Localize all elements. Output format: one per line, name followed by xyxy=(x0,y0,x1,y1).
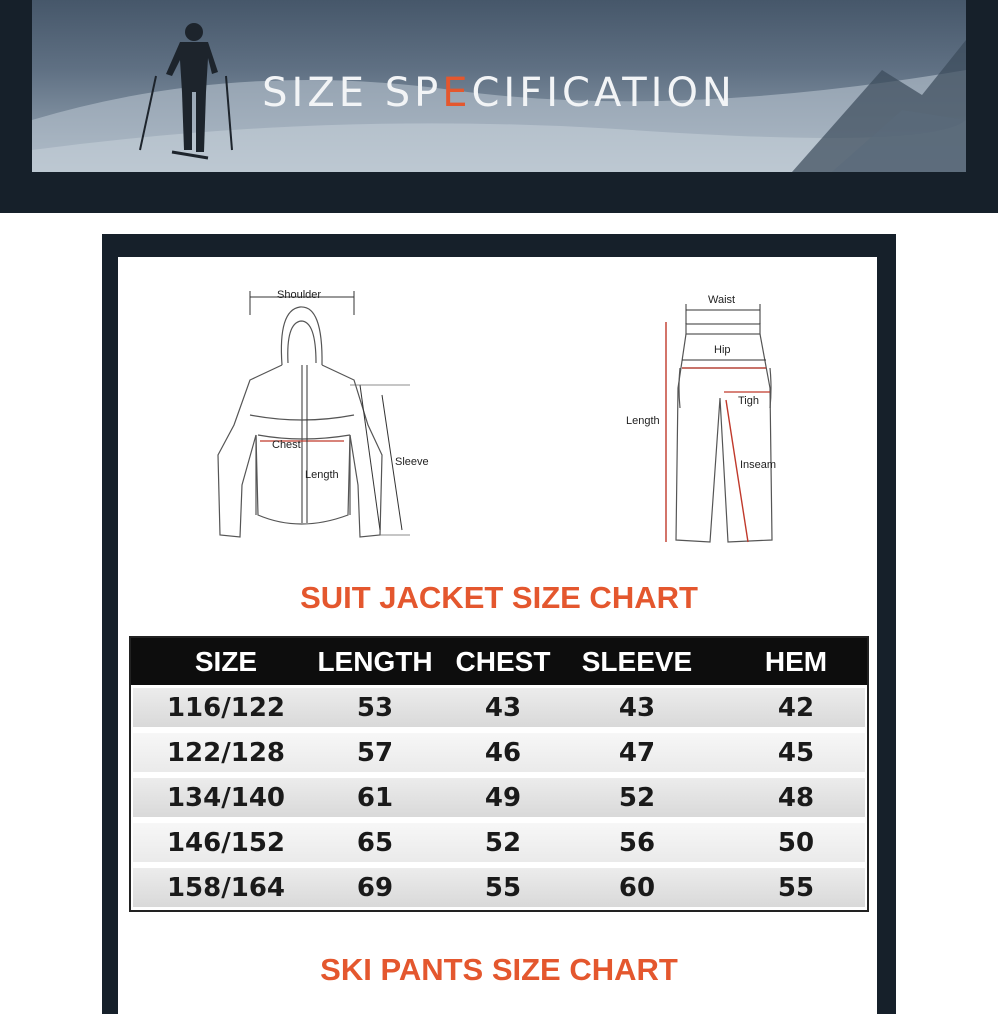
jacket-chart-title: SUIT JACKET SIZE CHART xyxy=(300,580,698,615)
cell-chest: 46 xyxy=(484,738,522,768)
cell-hem: 50 xyxy=(777,828,815,858)
cell-hem: 55 xyxy=(777,873,815,903)
jacket-diagram xyxy=(210,285,440,545)
shoulder-label: Shoulder xyxy=(277,289,322,301)
cell-size: 116/122 xyxy=(166,693,286,723)
banner-title xyxy=(0,70,998,116)
header-sleeve: SLEEVE xyxy=(581,646,693,677)
table-row xyxy=(131,865,867,910)
cell-sleeve: 60 xyxy=(618,873,656,903)
banner-title-end: CIFICATION xyxy=(471,70,736,116)
table-row xyxy=(131,820,867,865)
table-row xyxy=(131,685,867,730)
cell-hem: 45 xyxy=(777,738,815,768)
inseam-label: Inseam xyxy=(740,459,777,471)
banner-title-accent: E xyxy=(442,70,472,116)
cell-chest: 43 xyxy=(484,693,522,723)
cell-hem: 42 xyxy=(777,693,815,723)
cell-sleeve: 47 xyxy=(618,738,656,768)
length-label: Length xyxy=(305,469,339,481)
cell-sleeve: 43 xyxy=(618,693,656,723)
cell-length: 65 xyxy=(356,828,394,858)
table-header xyxy=(131,638,867,685)
header-size: SIZE xyxy=(194,646,258,677)
cell-size: 158/164 xyxy=(166,873,286,903)
waist-label: Waist xyxy=(708,294,736,306)
cell-length: 53 xyxy=(356,693,394,723)
cell-chest: 52 xyxy=(484,828,522,858)
pants-chart-title: SKI PANTS SIZE CHART xyxy=(320,952,678,987)
header-chest: CHEST xyxy=(455,646,551,677)
length-label: Length xyxy=(626,415,660,427)
cell-size: 146/152 xyxy=(166,828,286,858)
cell-sleeve: 52 xyxy=(618,783,656,813)
banner-title-start: SIZE SP xyxy=(262,70,443,116)
cell-chest: 49 xyxy=(484,783,522,813)
pants-diagram xyxy=(620,288,790,553)
cell-sleeve: 56 xyxy=(618,828,656,858)
sleeve-label: Sleeve xyxy=(395,456,429,468)
cell-length: 57 xyxy=(356,738,394,768)
cell-chest: 55 xyxy=(484,873,522,903)
table-row xyxy=(131,775,867,820)
header-banner xyxy=(0,0,998,213)
cell-length: 69 xyxy=(356,873,394,903)
cell-hem: 48 xyxy=(777,783,815,813)
cell-size: 122/128 xyxy=(166,738,286,768)
table-row xyxy=(131,730,867,775)
header-hem: HEM xyxy=(764,646,828,677)
cell-size: 134/140 xyxy=(166,783,286,813)
tigh-label: Tigh xyxy=(738,395,759,407)
cell-length: 61 xyxy=(356,783,394,813)
jacket-size-table xyxy=(129,636,869,912)
hip-label: Hip xyxy=(714,344,731,356)
chest-label: Chest xyxy=(272,439,301,451)
header-length: LENGTH xyxy=(317,646,433,677)
